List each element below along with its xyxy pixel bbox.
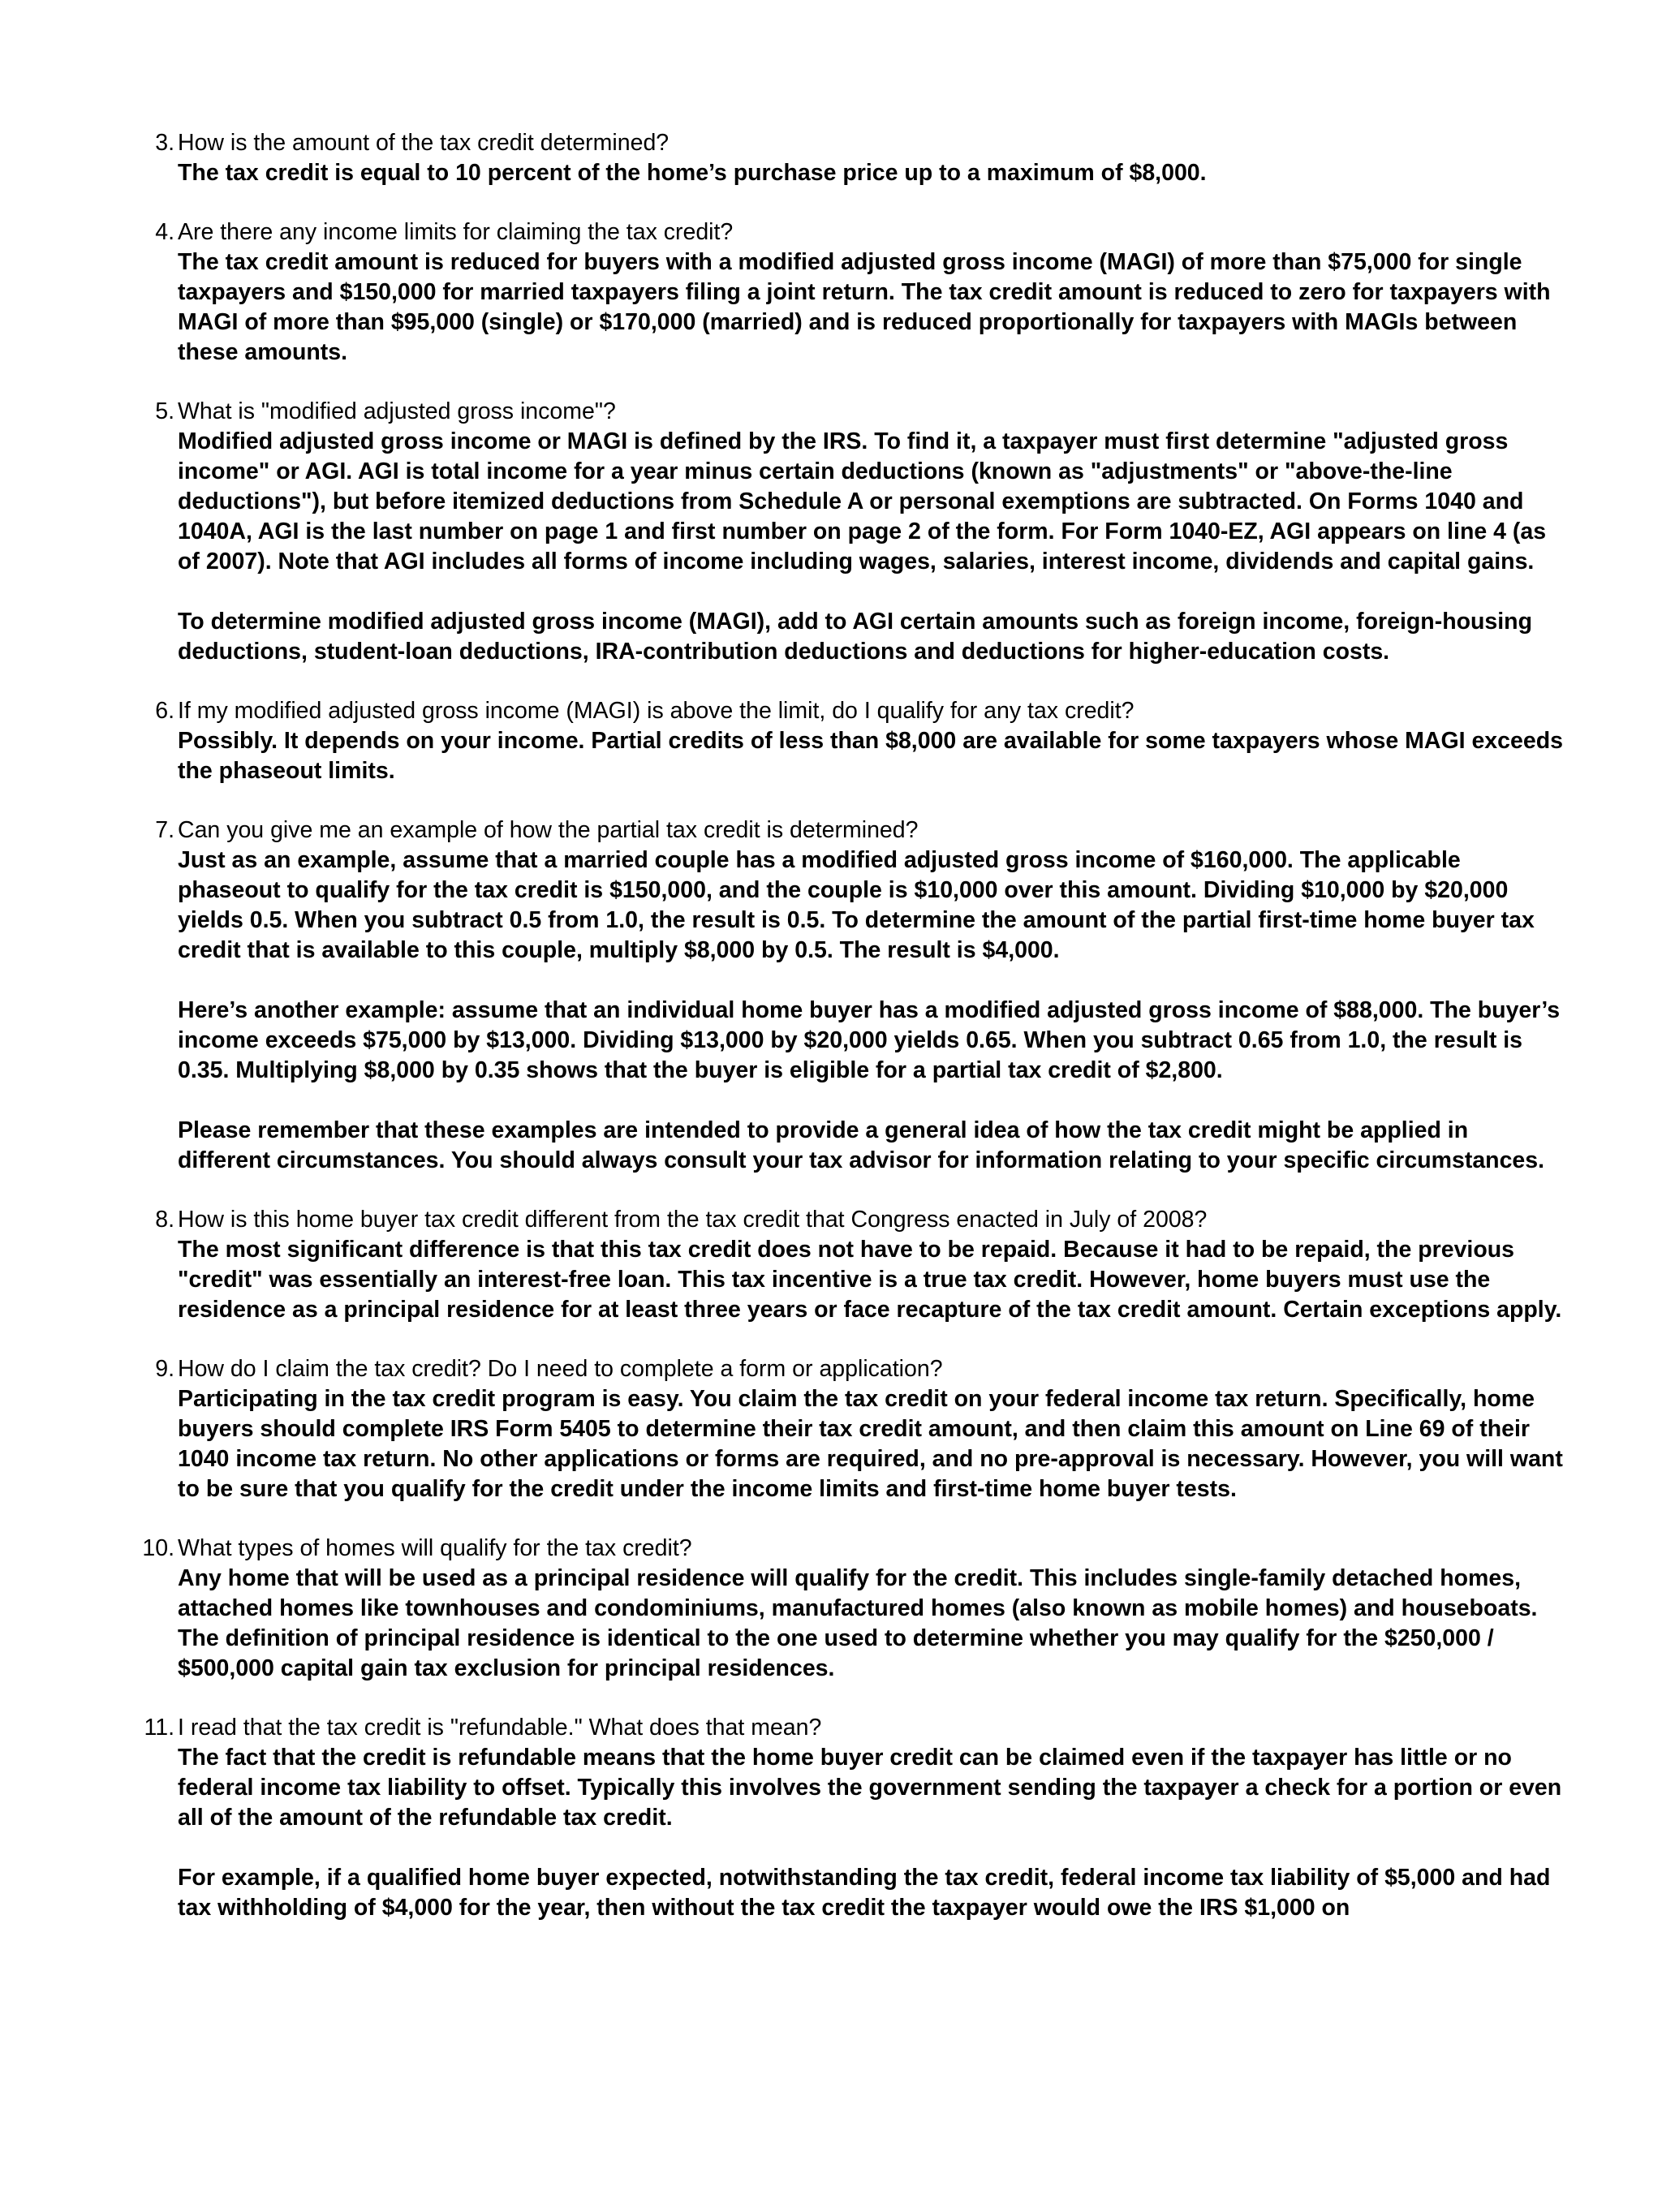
item-number: 11. [144, 1715, 174, 1741]
answer-text: The tax credit is equal to 10 percent of the home’s purchase price up to a maximum of $8,000. [178, 160, 1207, 186]
item-number: 4. [155, 219, 174, 245]
answer-text: Here’s another example: assume that an individual home buyer has a modified adjusted gross income of $88,000. The buyer’s income exceeds $75,000 by $13,000. Dividing $13,000 by $20,000 yields 0.65. When you subtract 0.65 from 1.0, the result is 0.35. Multiplying $8,000 by 0.35 shows that the buyer is eligible for a partial tax credit of $2,800. [178, 997, 1561, 1083]
question-text: What is "modified adjusted gross income"? [178, 398, 616, 424]
faq-item-4 [155, 217, 1565, 368]
answer-text: Any home that will be used as a principal residence will qualify for the credit. This includes single-family detached homes, attached homes like townhouses and condominiums, manufactured homes (also known as mobile homes) and houseboats. The definition of principal residence is identical to the one used to determine whether you may qualify for the $250,000 / $500,000 capital gain tax exclusion for principal residences. [178, 1565, 1538, 1681]
answer-text: The tax credit amount is reduced for buyers with a modified adjusted gross income (MAGI) of more than $75,000 for single taxpayers and $150,000 for married taxpayers filing a joint return. The tax credit amount is reduced to zero for taxpayers with MAGI of more than $95,000 (single) or $170,000 (married) and is reduced proportionally for taxpayers with MAGIs between these amounts. [178, 249, 1551, 365]
question-text: Can you give me an example of how the partial tax credit is determined? [178, 817, 919, 843]
answer-text: Please remember that these examples are intended to provide a general idea of how the tax credit might be applied in different circumstances. You should always consult your tax advisor for information relating to your specific circumstances. [178, 1117, 1545, 1173]
answer-text: For example, if a qualified home buyer expected, notwithstanding the tax credit, federal income tax liability of $5,000 and had tax withholding of $4,000 for the year, then without the tax credit the taxpayer would owe the IRS $1,000 on [178, 1865, 1551, 1921]
question-text: How do I claim the tax credit? Do I need to complete a form or application? [178, 1356, 943, 1382]
faq-item-3 [155, 128, 1565, 188]
faq-item-10 [142, 1534, 1565, 1684]
item-number: 8. [155, 1207, 174, 1233]
item-number: 6. [155, 698, 174, 724]
question-text: How is the amount of the tax credit determined? [178, 130, 670, 156]
question-text: If my modified adjusted gross income (MAGI) is above the limit, do I qualify for any tax credit? [178, 698, 1135, 724]
question-text: How is this home buyer tax credit different from the tax credit that Congress enacted in July of 2008? [178, 1207, 1208, 1233]
question-text: Are there any income limits for claiming the tax credit? [178, 219, 734, 245]
faq-item-9 [155, 1354, 1565, 1504]
faq-item-11 [144, 1713, 1565, 1923]
faq-item-7 [155, 816, 1565, 1176]
answer-text: Possibly. It depends on your income. Partial credits of less than $8,000 are available for some taxpayers whose MAGI exceeds the phaseout limits. [178, 728, 1563, 784]
answer-text: The fact that the credit is refundable means that the home buyer credit can be claimed even if the taxpayer has little or no federal income tax liability to offset. Typically this involves the government sending the taxpayer a check for a portion or even all of the amount of the refundable tax credit. [178, 1745, 1562, 1831]
answer-text: The most significant difference is that this tax credit does not have to be repaid. Because it had to be repaid, the previous "credit" was essentially an interest-free loan. This tax incentive is a true tax credit. However, home buyers must use the residence as a principal residence for at least three years or face recapture of the tax credit amount. Certain exceptions apply. [178, 1237, 1562, 1323]
item-number: 9. [155, 1356, 174, 1382]
item-number: 10. [142, 1535, 174, 1561]
answer-text: Modified adjusted gross income or MAGI is defined by the IRS. To find it, a taxpayer must first determine "adjusted gross income" or AGI. AGI is total income for a year minus certain deductions (known as "adjustments" or "above-the-line deductions"), but before itemized deductions from Schedule A or personal exemptions are subtracted. On Forms 1040 and 1040A, AGI is the last number on page 1 and first number on page 2 of the form. For Form 1040-EZ, AGI appears on line 4 (as of 2007). Note that AGI includes all forms of income including wages, salaries, interest income, dividends and capital gains. [178, 428, 1547, 575]
item-number: 7. [155, 817, 174, 843]
faq-item-8 [155, 1205, 1565, 1325]
item-number: 5. [155, 398, 174, 424]
item-number: 3. [155, 130, 174, 156]
question-text: I read that the tax credit is "refundable." What does that mean? [178, 1715, 822, 1741]
question-text: What types of homes will qualify for the tax credit? [178, 1535, 692, 1561]
faq-item-5 [155, 397, 1565, 667]
answer-text: Participating in the tax credit program is easy. You claim the tax credit on your federal income tax return. Specifically, home buyers should complete IRS Form 5405 to determine their tax credit amount, and then claim this amount on Line 69 of their 1040 income tax return. No other applications or forms are required, and no pre-approval is necessary. However, you will want to be sure that you qualify for the credit under the income limits and first-time home buyer tests. [178, 1386, 1563, 1502]
faq-item-6 [155, 696, 1565, 786]
answer-text: Just as an example, assume that a married couple has a modified adjusted gross income of $160,000. The applicable phaseout to qualify for the tax credit is $150,000, and the couple is $10,000 over this amount. Dividing $10,000 by $20,000 yields 0.5. When you subtract 0.5 from 1.0, the result is 0.5. To determine the amount of the partial first-time home buyer tax credit that is available to this couple, multiply $8,000 by 0.5. The result is $4,000. [178, 847, 1535, 963]
answer-text: To determine modified adjusted gross income (MAGI), add to AGI certain amounts such as foreign income, foreign-housing deductions, student-loan deductions, IRA-contribution deductions and deductions for higher-education costs. [178, 609, 1533, 665]
